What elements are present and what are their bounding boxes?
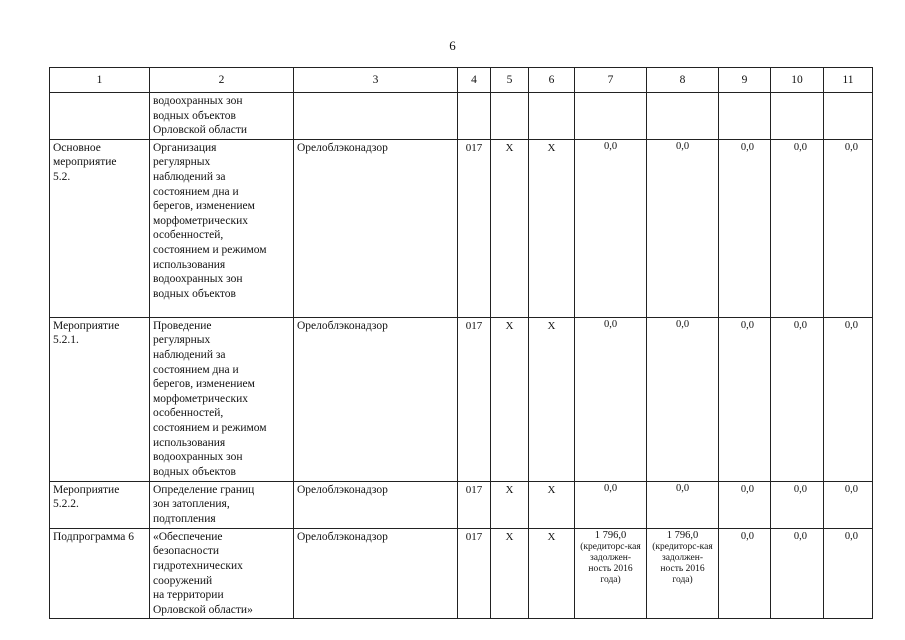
value-note: (кредиторс-кая задолжен- ность 2016 года) bbox=[652, 542, 713, 586]
col8-cell bbox=[647, 528, 719, 619]
grbs-cell bbox=[458, 93, 491, 140]
table-row bbox=[50, 528, 873, 619]
table-row bbox=[50, 93, 873, 140]
col6-cell bbox=[529, 93, 575, 140]
column-header: 7 bbox=[575, 68, 647, 93]
grbs-cell: 017 bbox=[458, 528, 491, 619]
column-header: 8 bbox=[647, 68, 719, 93]
column-header: 2 bbox=[150, 68, 294, 93]
col10-cell: 0,0 bbox=[771, 139, 824, 317]
col10-cell bbox=[771, 93, 824, 140]
column-header: 4 bbox=[458, 68, 491, 93]
value-text: 0,0 bbox=[675, 318, 690, 330]
col9-cell: 0,0 bbox=[719, 317, 771, 481]
header-row bbox=[50, 68, 873, 93]
row-name-cell: «Обеспечение безопасности гидротехнических сооружений на территории Орловской области» bbox=[150, 528, 294, 619]
executor-cell: Орелоблэконадзор bbox=[294, 528, 458, 619]
column-header: 3 bbox=[294, 68, 458, 93]
executor-cell bbox=[294, 93, 458, 140]
column-header: 1 bbox=[50, 68, 150, 93]
col10-cell: 0,0 bbox=[771, 481, 824, 528]
column-header: 11 bbox=[824, 68, 873, 93]
value-text: 1 796,0 bbox=[594, 529, 627, 541]
column-header: 10 bbox=[771, 68, 824, 93]
col9-cell: 0,0 bbox=[719, 528, 771, 619]
col11-cell: 0,0 bbox=[824, 317, 873, 481]
row-name-cell: Проведение регулярных наблюдений за состоянием дна и берегов, изменением морфометрических особенностей, состоянием и режимом использования водоохранных зон водных объектов bbox=[150, 317, 294, 481]
row-code-cell: Мероприятие 5.2.2. bbox=[50, 481, 150, 528]
executor-cell: Орелоблэконадзор bbox=[294, 317, 458, 481]
budget-table bbox=[49, 67, 873, 619]
value-note: (кредиторс-кая задолжен- ность 2016 года) bbox=[580, 542, 641, 586]
row-name-cell: Определение границ зон затопления, подтопления bbox=[150, 481, 294, 528]
value-text: 0,0 bbox=[675, 482, 690, 494]
executor-cell: Орелоблэконадзор bbox=[294, 481, 458, 528]
col6-cell: Х bbox=[529, 481, 575, 528]
row-code-cell: Подпрограмма 6 bbox=[50, 528, 150, 619]
table-row bbox=[50, 317, 873, 481]
col7-cell bbox=[575, 93, 647, 140]
col8-cell bbox=[647, 93, 719, 140]
col7-cell bbox=[575, 528, 647, 619]
col7-cell bbox=[575, 481, 647, 528]
col5-cell: Х bbox=[491, 139, 529, 317]
col11-cell bbox=[824, 93, 873, 140]
column-header: 6 bbox=[529, 68, 575, 93]
col5-cell: Х bbox=[491, 481, 529, 528]
col10-cell: 0,0 bbox=[771, 317, 824, 481]
grbs-cell: 017 bbox=[458, 317, 491, 481]
col10-cell: 0,0 bbox=[771, 528, 824, 619]
row-code-cell: Мероприятие 5.2.1. bbox=[50, 317, 150, 481]
grbs-cell: 017 bbox=[458, 139, 491, 317]
col5-cell bbox=[491, 93, 529, 140]
grbs-cell: 017 bbox=[458, 481, 491, 528]
col9-cell: 0,0 bbox=[719, 481, 771, 528]
col8-cell bbox=[647, 481, 719, 528]
row-name-cell: водоохранных зон водных объектов Орловской области bbox=[150, 93, 294, 140]
col7-cell bbox=[575, 139, 647, 317]
col11-cell: 0,0 bbox=[824, 528, 873, 619]
table-row bbox=[50, 481, 873, 528]
value-text: 0,0 bbox=[675, 140, 690, 152]
table-row bbox=[50, 139, 873, 317]
executor-cell: Орелоблэконадзор bbox=[294, 139, 458, 317]
column-header: 5 bbox=[491, 68, 529, 93]
col6-cell: Х bbox=[529, 528, 575, 619]
col6-cell: Х bbox=[529, 139, 575, 317]
row-name-cell: Организация регулярных наблюдений за состоянием дна и берегов, изменением морфометрических особенностей, состоянием и режимом использования водоохранных зон водных объектов bbox=[150, 139, 294, 317]
value-text: 0,0 bbox=[603, 482, 618, 494]
value-text: 0,0 bbox=[603, 318, 618, 330]
column-header: 9 bbox=[719, 68, 771, 93]
row-code-cell bbox=[50, 93, 150, 140]
col5-cell: Х bbox=[491, 317, 529, 481]
col7-cell bbox=[575, 317, 647, 481]
page-number: 6 bbox=[449, 38, 456, 53]
col9-cell: 0,0 bbox=[719, 139, 771, 317]
row-code-cell: Основное мероприятие 5.2. bbox=[50, 139, 150, 317]
value-text: 1 796,0 bbox=[666, 529, 699, 541]
col11-cell: 0,0 bbox=[824, 139, 873, 317]
col6-cell: Х bbox=[529, 317, 575, 481]
col8-cell bbox=[647, 139, 719, 317]
col9-cell bbox=[719, 93, 771, 140]
col8-cell bbox=[647, 317, 719, 481]
col11-cell: 0,0 bbox=[824, 481, 873, 528]
col5-cell: Х bbox=[491, 528, 529, 619]
value-text: 0,0 bbox=[603, 140, 618, 152]
